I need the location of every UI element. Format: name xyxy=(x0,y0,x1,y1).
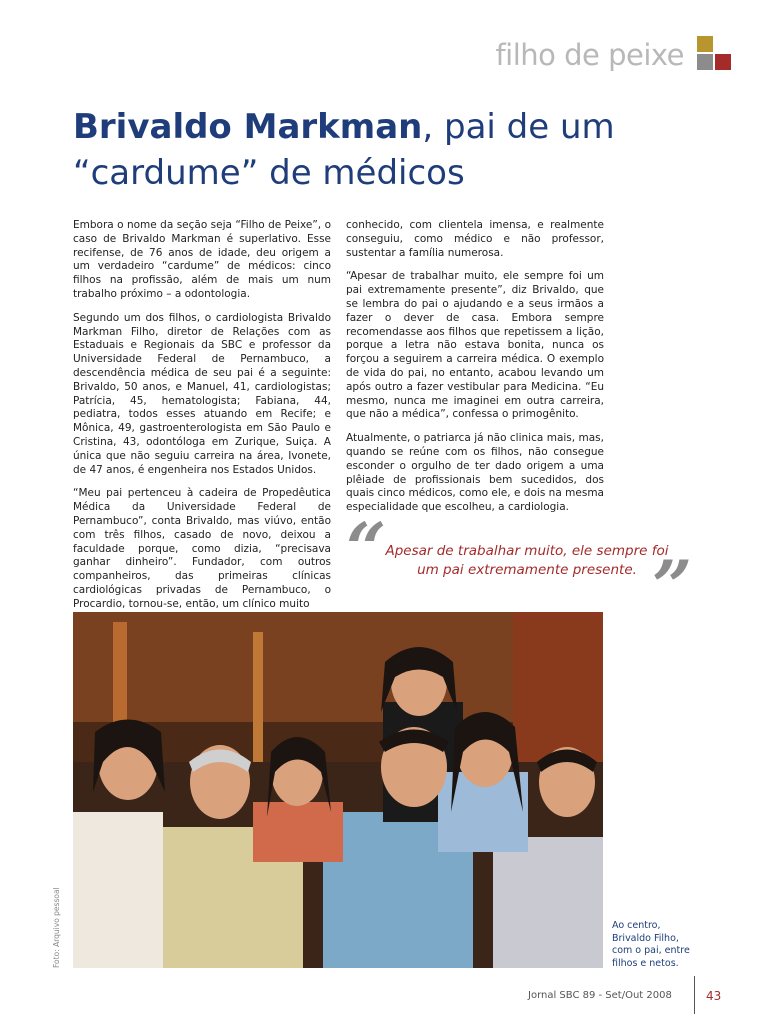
article-title-rest: , pai de um “cardume” de médicos xyxy=(73,107,615,193)
paragraph: Embora o nome da seção seja “Filho de Peixe”, o caso de Brivaldo Markman é superlativo. Esse recifense, de 76 anos de idade, deu origem a um verdadeiro “cardume” de médicos: cinco filhos na profissão, além de mais um num trabalho próximo – a odontologia. xyxy=(73,219,331,300)
logo-square-gray xyxy=(697,54,713,70)
section-logo-squares xyxy=(697,36,733,72)
article-title xyxy=(73,104,673,196)
paragraph: Segundo um dos filhos, o cardiologista Brivaldo Markman Filho, diretor de Relações com as Estaduais e Regionais da SBC e professor da Universidade Federal de Pernambuco, a descendência médica de seu pai é a seguinte: Brivaldo, 50 anos, e Manuel, 41, cardiologistas; Patrícia, 45, hematologista; Fabiana, 44, pediatra, todos esses atuando em Recife; e Mônica, 49, gastroenterologista em São Paulo e Cristina, 43, odontóloga em Zurique, Suiça. A única que não seguiu carreira na área, Ivonete, de 47 anos, é engenheira nos Estados Unidos. xyxy=(73,311,331,476)
article-title-name: Brivaldo Markman xyxy=(73,107,423,147)
family-photo xyxy=(73,612,603,968)
family-photo-illustration xyxy=(73,612,603,968)
paragraph: Atualmente, o patriarca já não clinica mais, mas, quando se reúne com os filhos, não consegue esconder o orgulho de ter dado origem a uma plêiade de profissionais bem sucedidos, dos quais cinco médicos, como ele, e dois na mesma especialidade que escolheu, a cardiologia. xyxy=(346,432,604,514)
paragraph: “Apesar de trabalhar muito, ele sempre foi um pai extremamente presente”, diz Brivaldo, que se lembra do pai o ajudando e a seus irmãos a fazer o dever de casa. Embora sempre recomendasse aos filhos que repetissem a lição, porque a letra não estava bonita, nunca os forçou a seguirem a carreira médica. O exemplo de vida do pai, no entanto, acabou levando um após outro a fazer vestibular para Medicina. “Eu mesmo, nunca me imaginei em outra carreira, que não a médica”, confessa o primogênito. xyxy=(346,270,604,421)
photo-credit: Foto: Arquivo pessoal xyxy=(52,887,61,968)
logo-square-gold xyxy=(697,36,713,52)
logo-square-red xyxy=(715,54,731,70)
quote-close-mark: ” xyxy=(652,545,693,628)
paragraph: “Meu pai pertenceu à cadeira de Propedêutica Médica da Universidade Federal de Pernambuco”, conta Brivaldo, mas viúvo, então com três filhos, casado de novo, deixou a faculdade porque, como dizia, “precisava ganhar dinheiro”. Fundador, com outros companheiros, das primeiras clínicas cardiológicas privadas de Pernambuco, o Procardio, tornou-se, então, um clínico muito xyxy=(73,487,331,610)
footer-publication: Jornal SBC 89 - Set/Out 2008 xyxy=(528,990,672,1001)
article-column-left xyxy=(73,219,331,622)
photo-caption: Ao centro, Brivaldo Filho, com o pai, entre filhos e netos. xyxy=(612,920,690,969)
paragraph: conhecido, com clientela imensa, e realmente conseguiu, como médico e não professor, sustentar a família numerosa. xyxy=(346,219,604,259)
quote-open-mark: “ xyxy=(346,507,387,590)
page-number: 43 xyxy=(706,989,722,1003)
pull-quote-text: Apesar de trabalhar muito, ele sempre foi um pai extremamente presente. xyxy=(385,543,669,578)
section-label: filho de peixe xyxy=(495,38,684,72)
article-column-right xyxy=(346,219,604,525)
footer-divider xyxy=(694,976,695,1014)
pull-quote xyxy=(346,507,693,628)
